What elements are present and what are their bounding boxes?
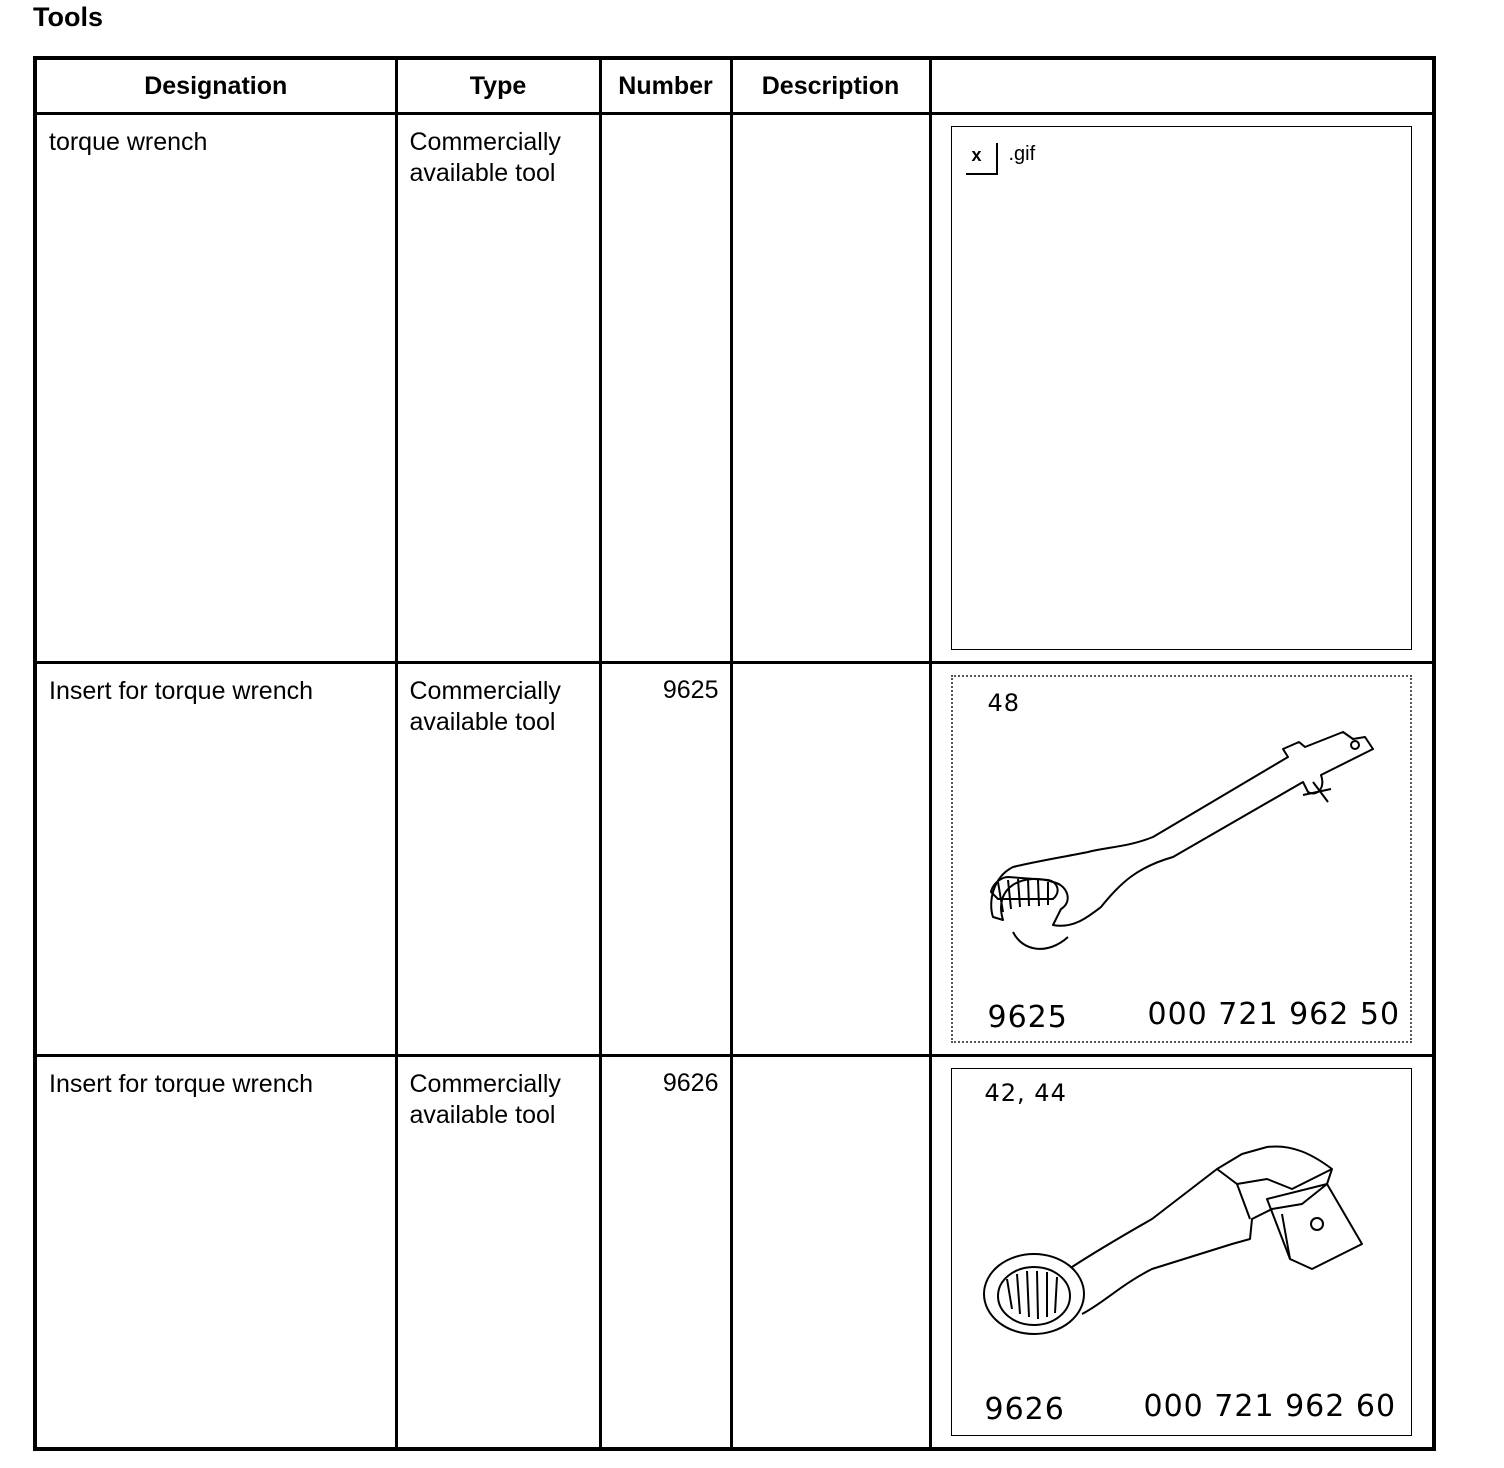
open-ring-wrench-insert-icon xyxy=(953,677,1413,1047)
table-header-row xyxy=(35,58,1434,114)
type-cell: Commercially available tool xyxy=(396,114,600,663)
image-frame xyxy=(951,1068,1413,1436)
part-number-label: 000 721 962 50 xyxy=(1147,997,1401,1032)
designation-cell: Insert for torque wrench xyxy=(35,1056,396,1449)
image-cell xyxy=(930,114,1434,663)
designation-cell: Insert for torque wrench xyxy=(35,663,396,1056)
image-filename: .gif xyxy=(1008,143,1036,165)
header-type: Type xyxy=(396,58,600,114)
part-number-label: 000 721 962 60 xyxy=(1143,1389,1397,1424)
image-cell xyxy=(930,663,1434,1056)
header-description: Description xyxy=(731,58,930,114)
header-number: Number xyxy=(600,58,731,114)
size-label: 48 xyxy=(987,689,1021,717)
header-image xyxy=(930,58,1434,114)
tool-number-label: 9625 xyxy=(987,1000,1068,1035)
size-label: 42, 44 xyxy=(984,1079,1067,1107)
description-cell xyxy=(731,114,930,663)
number-cell xyxy=(600,114,731,663)
designation-cell: torque wrench xyxy=(35,114,396,663)
image-cell xyxy=(930,1056,1434,1449)
broken-image-icon: x xyxy=(966,143,998,175)
description-cell xyxy=(731,1056,930,1449)
number-cell: 9625 xyxy=(600,663,731,1056)
table-row xyxy=(35,663,1434,1056)
table-row xyxy=(35,1056,1434,1449)
image-frame xyxy=(951,126,1413,650)
table-row xyxy=(35,114,1434,663)
number-cell: 9626 xyxy=(600,1056,731,1449)
type-cell: Commercially available tool xyxy=(396,663,600,1056)
type-cell: Commercially available tool xyxy=(396,1056,600,1449)
page-title: Tools xyxy=(33,2,103,32)
image-frame xyxy=(951,675,1413,1043)
header-designation: Designation xyxy=(35,58,396,114)
ring-wrench-insert-icon xyxy=(952,1069,1412,1439)
description-cell xyxy=(731,663,930,1056)
tools-table xyxy=(33,56,1436,1451)
tool-number-label: 9626 xyxy=(984,1392,1065,1427)
